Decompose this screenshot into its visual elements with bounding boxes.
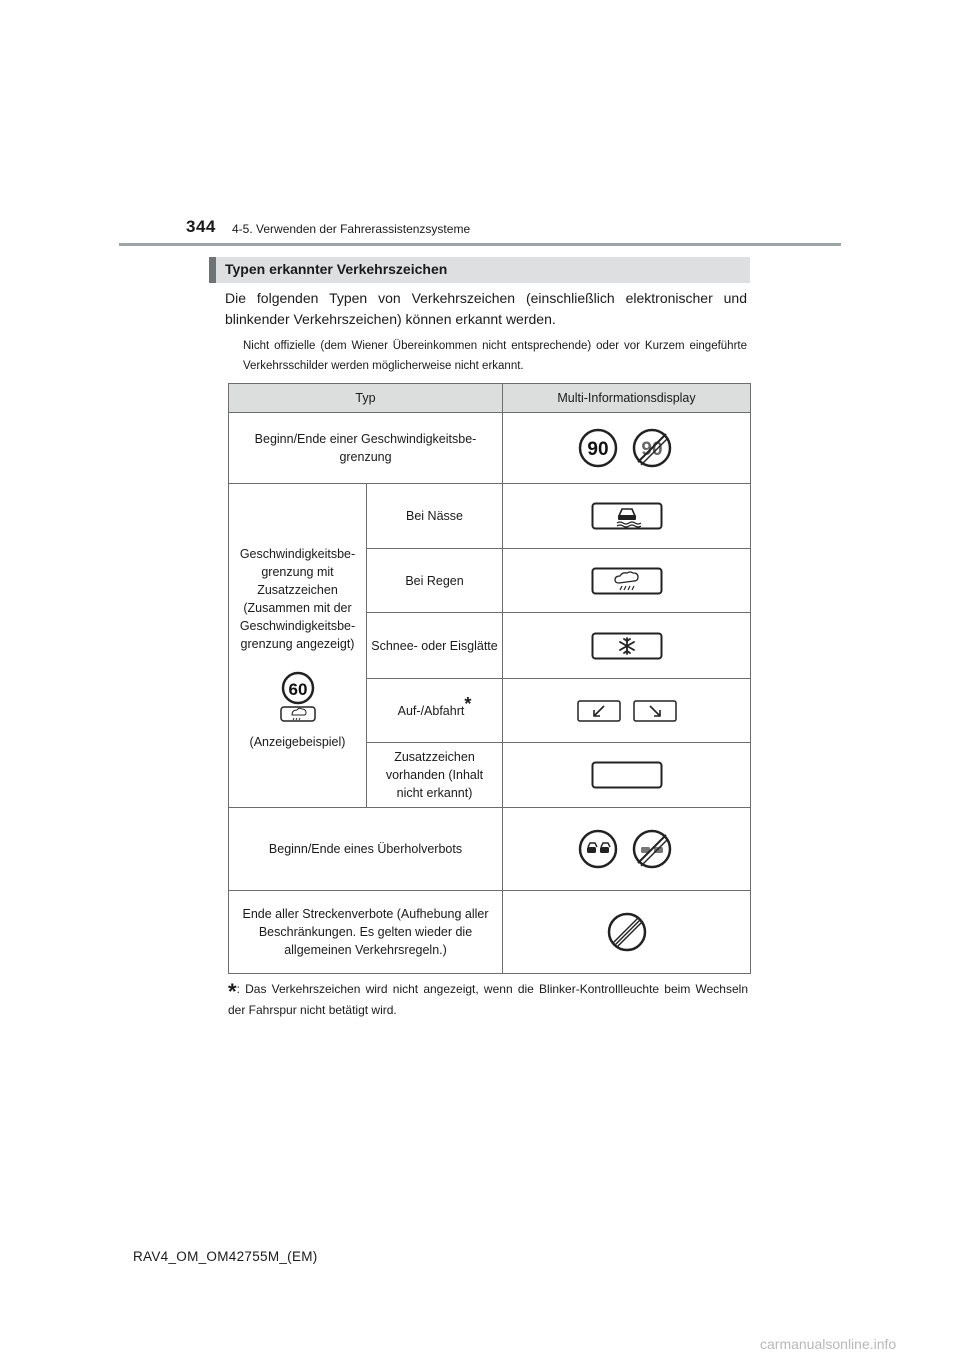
watermark: carmanualsonline.info [760, 1336, 897, 1352]
table-header-row [229, 384, 751, 413]
rain-label: Bei Regen [367, 549, 503, 613]
unrecognized-label: Zusatzzeichen vorhanden (Inhalt nicht erkannt) [367, 743, 503, 808]
rain-icon-cell [503, 549, 751, 613]
example-label: (Anzeigebeispiel) [249, 734, 346, 749]
no-overtaking-sign-icon [580, 831, 616, 867]
snow-label: Schnee- oder Eisglätte [367, 613, 503, 679]
chapter-title: 4-5. Verwenden der Fahrerassistenzsysteme [232, 222, 471, 236]
example-sign-icon [278, 671, 318, 723]
snow-icon-cell [503, 613, 751, 679]
arrow-down-right-icon [634, 701, 676, 721]
supplementary-group-label: Geschwindigkeitsbe-grenzung mit Zusatzzeichen (Zusammen mit der Geschwindigkeitsbe-grenzung angezeigt) [239, 546, 356, 651]
svg-text:90: 90 [586, 439, 609, 460]
end-speed-limit-sign-icon [634, 430, 670, 466]
speed-limit-sign-icon [580, 430, 616, 466]
page-number: 344 [186, 217, 216, 236]
end-all-label: Ende aller Streckenverbote (Aufhebung aller Beschränkungen. Es gelten wieder die allgemeinen Verkehrsregeln.) [229, 891, 503, 974]
overtaking-icon-cell [503, 808, 751, 891]
wet-icon-cell [503, 484, 751, 549]
unrecognized-icon-cell [503, 743, 751, 808]
overtaking-signs-icon [577, 827, 677, 871]
speed-limit-signs-icon [577, 426, 677, 470]
speed-limit-label: Beginn/Ende einer Geschwindigkeitsbe-grenzung [229, 413, 503, 484]
supplementary-group-cell [229, 484, 367, 808]
table-row [229, 891, 751, 974]
end-all-restrictions-sign-icon [605, 910, 649, 954]
wet-road-icon [591, 502, 663, 530]
wet-label: Bei Nässe [367, 484, 503, 549]
header-rule [119, 243, 841, 246]
section-heading [209, 257, 750, 283]
table-row [229, 484, 751, 549]
svg-text:90: 90 [640, 439, 663, 460]
footnote-text: : Das Verkehrszeichen wird nicht angezeigt, wenn die Blinker-Kontrollleuchte beim Wechseln der Fahrspur nicht betätigt wird. [228, 982, 748, 1017]
end-all-icon-cell [503, 891, 751, 974]
table-row [229, 413, 751, 484]
sign-types-table [228, 383, 751, 974]
arrow-down-left-icon [578, 701, 620, 721]
footnote [228, 980, 748, 1019]
document-code: RAV4_OM_OM42755M_(EM) [133, 1249, 318, 1264]
end-no-overtaking-sign-icon [634, 831, 670, 867]
snowflake-icon [591, 632, 663, 660]
overtaking-label: Beginn/Ende eines Überholverbots [229, 808, 503, 891]
footnote-marker: * [228, 979, 237, 1004]
svg-text:60: 60 [288, 679, 307, 699]
exit-icon-cell [503, 679, 751, 743]
section-title: Typen erkannter Verkehrszeichen [225, 261, 448, 277]
exit-arrows-icon [577, 700, 677, 722]
blank-plate-icon [591, 761, 663, 789]
speed-limit-icons [503, 413, 751, 484]
note-paragraph: Nicht offizielle (dem Wiener Übereinkommen nicht entsprechende) oder vor Kurzem eingeführte Verkehrsschilder werden möglicherweise nicht erkannt. [243, 340, 747, 372]
rain-icon [591, 567, 663, 595]
col-header-display: Multi-Informationsdisplay [503, 384, 751, 413]
table-row [229, 808, 751, 891]
exit-label: Auf-/Abfahrt* [367, 679, 503, 743]
col-header-type: Typ [229, 384, 503, 413]
intro-paragraph: Die folgenden Typen von Verkehrszeichen (einschließlich elektronischer und blinkender Verkehrszeichen) können erkannt werden. [225, 290, 747, 327]
